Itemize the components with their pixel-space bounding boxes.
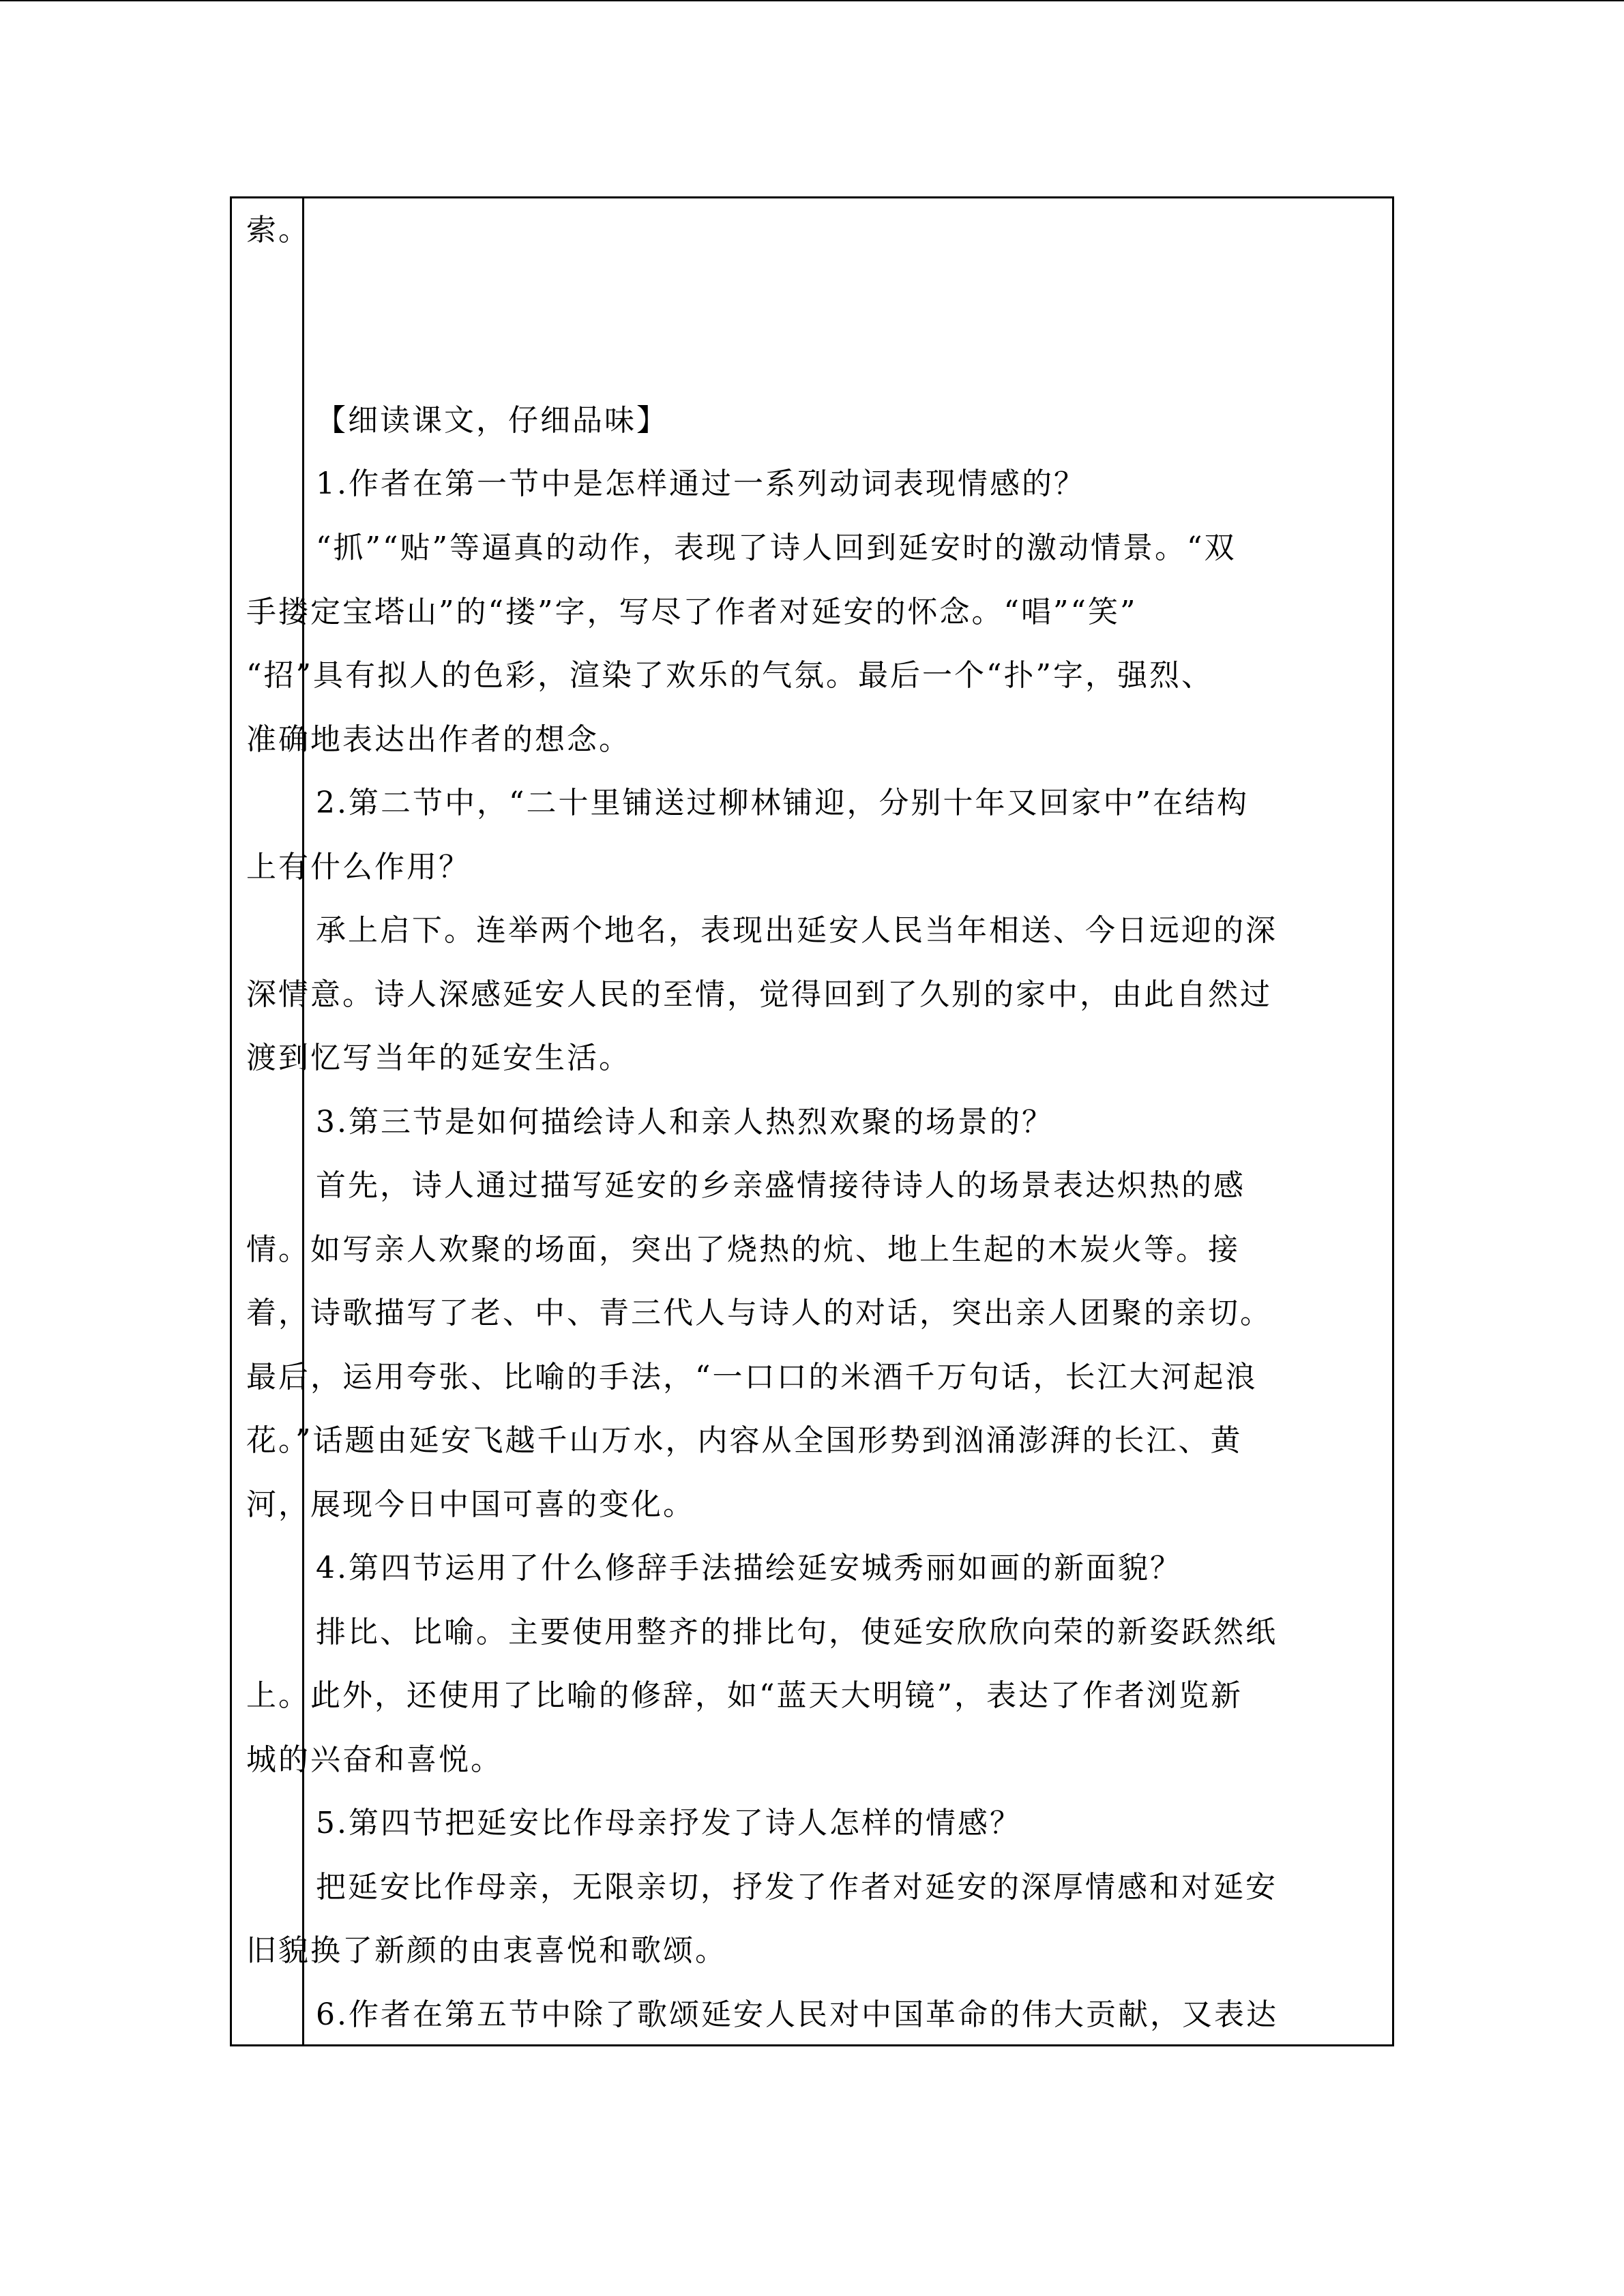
text-line: 上有什么作用？ (246, 850, 471, 884)
question-4: 4.第四节运用了什么修辞手法描绘延安城秀丽如画的新面貌？ (316, 1551, 1182, 1585)
text-line: 上。此外，还使用了比喻的修辞，如“蓝天大明镜”，表达了作者浏览新 (246, 1678, 1243, 1713)
text-line: 城的兴奋和喜悦。 (246, 1742, 503, 1777)
text-line: 情。如写亲人欢聚的场面，突出了烧热的炕、地上生起的木炭火等。接 (246, 1232, 1240, 1267)
text-line: 手搂定宝塔山”的“搂”字，写尽了作者对延安的怀念。“唱”“笑” (246, 595, 1138, 629)
text-line: 承上启下。连举两个地名，表现出延安人民当年相送、今日远迎的深 (316, 913, 1278, 948)
text-line: 河，展现今日中国可喜的变化。 (246, 1487, 695, 1522)
text-line: 准确地表达出作者的想念。 (246, 722, 631, 757)
text-line: 旧貌换了新颜的由衷喜悦和歌颂。 (246, 1933, 727, 1968)
page-top-rule (0, 0, 1624, 1)
text-line: 渡到忆写当年的延安生活。 (246, 1041, 631, 1075)
text-line: 首先，诗人通过描写延安的乡亲盛情接待诗人的场景表达炽热的感 (316, 1168, 1245, 1203)
text-line: “招”具有拟人的色彩，渲染了欢乐的气氛。最后一个“扑”字，强烈、 (246, 658, 1213, 693)
text-line: 着，诗歌描写了老、中、青三代人与诗人的对话，突出亲人团聚的亲切。 (246, 1296, 1272, 1330)
text-line: 索。 (246, 213, 310, 248)
text-line: 花。”话题由延安飞越千山万水，内容从全国形势到汹涌澎湃的长江、黄 (246, 1423, 1243, 1458)
question-6: 6.作者在第五节中除了歌颂延安人民对中国革命的伟大贡献，又表达 (316, 1997, 1278, 2032)
text-line: 把延安比作母亲，无限亲切，抒发了作者对延安的深厚情感和对延安 (316, 1870, 1278, 1905)
question-2: 2.第二节中，“二十里铺送过柳林铺迎，分别十年又回家中”在结构 (316, 786, 1249, 820)
text-line: “抓”“贴”等逼真的动作，表现了诗人回到延安时的激动情景。“双 (316, 531, 1237, 565)
text-line: 最后，运用夸张、比喻的手法，“一口口的米酒千万句话，长江大河起浪 (246, 1360, 1258, 1395)
question-1: 1.作者在第一节中是怎样通过一系列动词表现情感的？ (316, 466, 1086, 501)
question-5: 5.第四节把延安比作母亲抒发了诗人怎样的情感？ (316, 1806, 1022, 1840)
text-line: 排比、比喻。主要使用整齐的排比句，使延安欣欣向荣的新姿跃然纸 (316, 1615, 1278, 1650)
section-heading: 【细读课文，仔细品味】 (316, 403, 668, 438)
text-line: 深情意。诗人深感延安人民的至情，觉得回到了久别的家中，由此自然过 (246, 977, 1272, 1012)
question-3: 3.第三节是如何描绘诗人和亲人热烈欢聚的场景的？ (316, 1105, 1054, 1139)
